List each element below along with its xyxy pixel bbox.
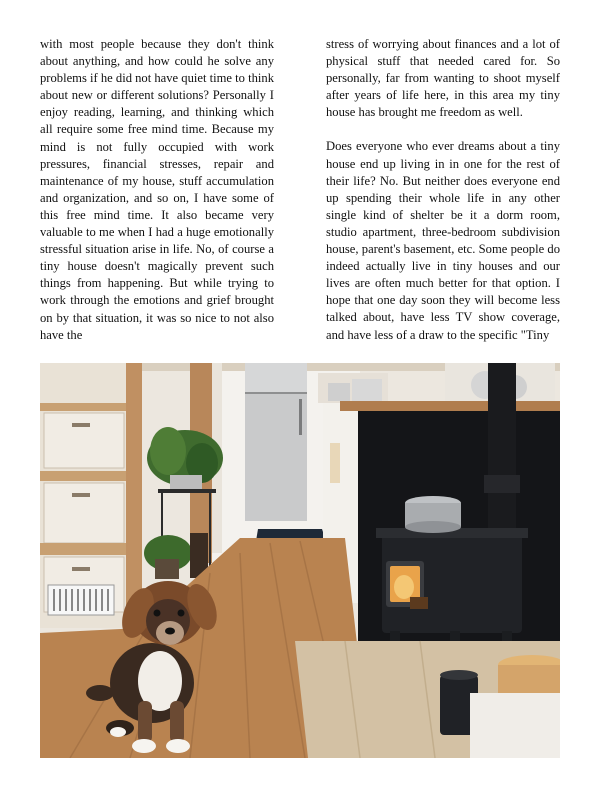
text-column-left — [40, 36, 274, 346]
paragraph: with most people because they don't think about anything, and how could he solve any problems if he did not have quiet time to think about new or different solutions? Personally I enjoy reading, learning, and thinking which all require some free mind time. Because my mind is not fully occupied with work pressures, financial stresses, repair and maintenance of my house, stuff accumulation and organization, and so on, I have some of this free mind time. It also became very valuable to me when I had a huge emotionally stressful situation arise in life. No, of course a tiny house doesn't magically prevent such things from happening. But while trying to work through the emotions and grief brought on by that situation, it was so nice to not also have the — [40, 37, 274, 342]
paragraph: stress of worrying about finances and a lot of physical stuff that needed cared for. So personally, far from wanting to shoot myself after years of life here, in this area my tiny house has brought me freedom as well. — [326, 37, 560, 120]
refrigerator — [245, 363, 307, 521]
paragraph: Does everyone who ever dreams about a tiny house end up living in in one for the rest of their life? No. But neither does everyone end up spending their whole life in any other single kind of shelter be it a dorm room, studio apartment, three-bedroom subdivision house, parent's basement, etc. Some people do indeed actually live in tiny houses and our lives are often much better for that option. I hope that one day soon they will become less talked about, have less TV show coverage, and have less of a draw to the specific "Tiny — [326, 139, 560, 342]
text-column-right — [326, 36, 560, 346]
article-photo — [40, 363, 560, 758]
storage-stairs — [40, 363, 142, 633]
article-columns — [40, 36, 560, 346]
